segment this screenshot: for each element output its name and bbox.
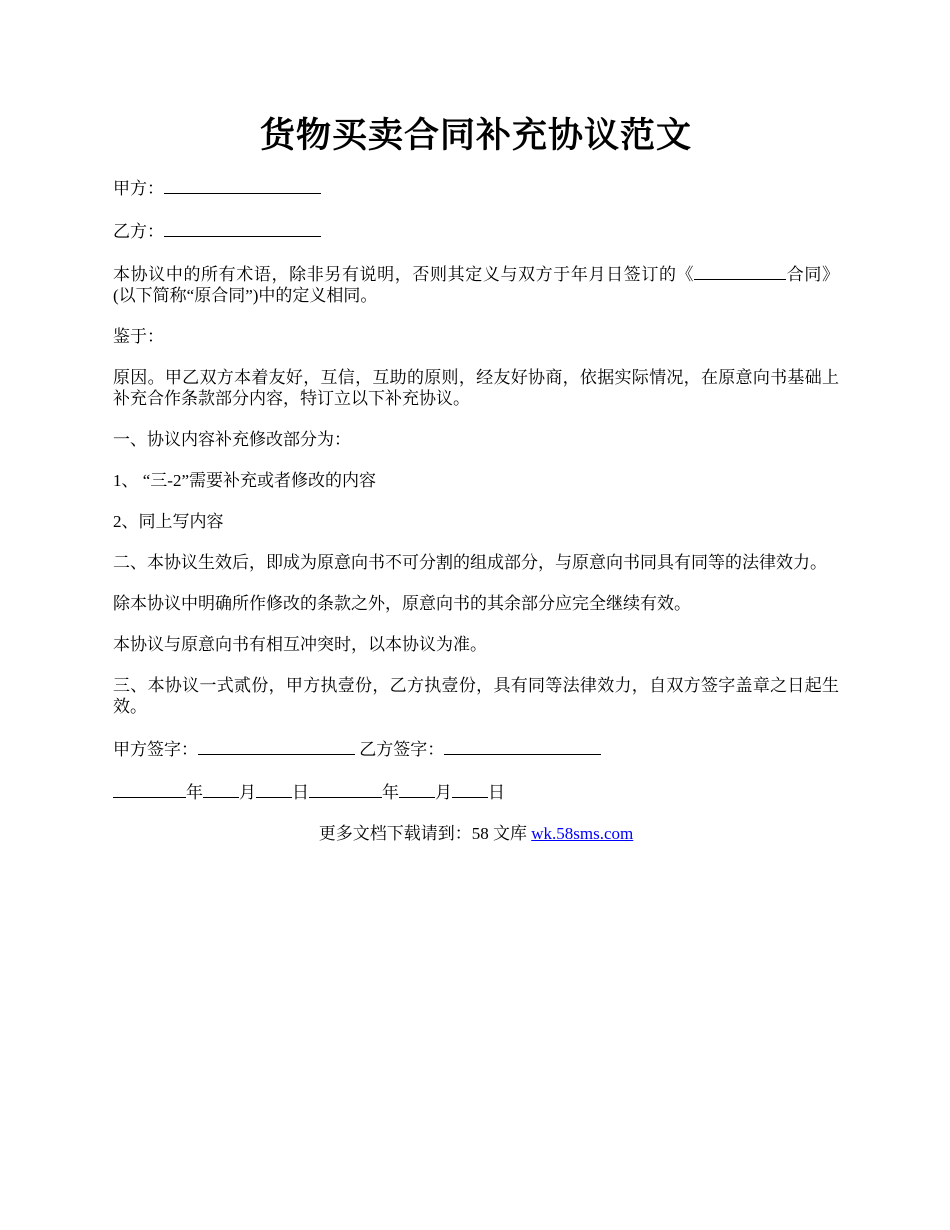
clause-conflict: 本协议与原意向书有相互冲突时，以本协议为准。 <box>113 635 487 654</box>
day-a-blank <box>256 780 292 798</box>
footer-line <box>113 823 839 844</box>
clause-remaining-valid: 除本协议中明确所作修改的条款之外，原意向书的其余部分应完全继续有效。 <box>113 594 691 613</box>
whereas-line: 鉴于： <box>113 327 164 346</box>
day-b-label: 日 <box>488 783 505 802</box>
month-b-label: 月 <box>435 783 452 802</box>
month-a-blank <box>203 780 239 798</box>
year-b-label: 年 <box>382 783 399 802</box>
contract-name-blank <box>694 262 786 280</box>
section-2-paragraph: 二、本协议生效后，即成为原意向书不可分割的组成部分，与原意向书同具有同等的法律效力。 <box>113 553 827 572</box>
reason-paragraph: 原因。甲乙双方本着友好，互信，互助的原则，经友好协商，依据实际情况，在原意向书基础上补充合作条款部分内容，特订立以下补充协议。 <box>113 368 839 408</box>
intro-text-1: 本协议中的所有术语，除非另有说明，否则其定义与双方于年月日签订的《 <box>113 265 695 284</box>
day-a-label: 日 <box>292 783 309 802</box>
item-2: 2、同上写内容 <box>113 512 224 531</box>
signature-line <box>113 737 839 760</box>
sign-a-blank <box>198 737 355 755</box>
party-a-line <box>113 176 839 199</box>
intro-paragraph <box>113 262 839 306</box>
year-a-blank <box>113 780 186 798</box>
section-1-heading: 一、协议内容补充修改部分为： <box>113 430 351 449</box>
document-title: 货物买卖合同补充协议范文 <box>259 116 692 155</box>
sign-a-label: 甲方签字： <box>113 740 198 759</box>
intro-text-2: 合同》(以下简称“原合同”)中的定义相同。 <box>113 265 840 305</box>
month-b-blank <box>399 780 435 798</box>
party-a-blank <box>164 176 321 194</box>
day-b-blank <box>452 780 488 798</box>
party-b-blank <box>164 219 321 237</box>
party-a-label: 甲方： <box>113 179 164 198</box>
party-b-line <box>113 219 839 242</box>
sign-b-blank <box>444 737 601 755</box>
month-a-label: 月 <box>239 783 256 802</box>
sign-b-label: 乙方签字： <box>359 740 445 759</box>
item-1: 1、 “三-2”需要补充或者修改的内容 <box>113 471 377 490</box>
date-line <box>113 780 839 803</box>
section-3-paragraph: 三、本协议一式贰份，甲方执壹份，乙方执壹份，具有同等法律效力，自双方签字盖章之日起生效。 <box>113 676 839 716</box>
year-b-blank <box>309 780 382 798</box>
footer-link[interactable]: wk.58sms.com <box>531 824 634 843</box>
document-page <box>113 108 839 861</box>
footer-text: 更多文档下载请到：58 文库 <box>318 824 532 843</box>
party-b-label: 乙方： <box>113 222 164 241</box>
year-a-label: 年 <box>186 783 203 802</box>
